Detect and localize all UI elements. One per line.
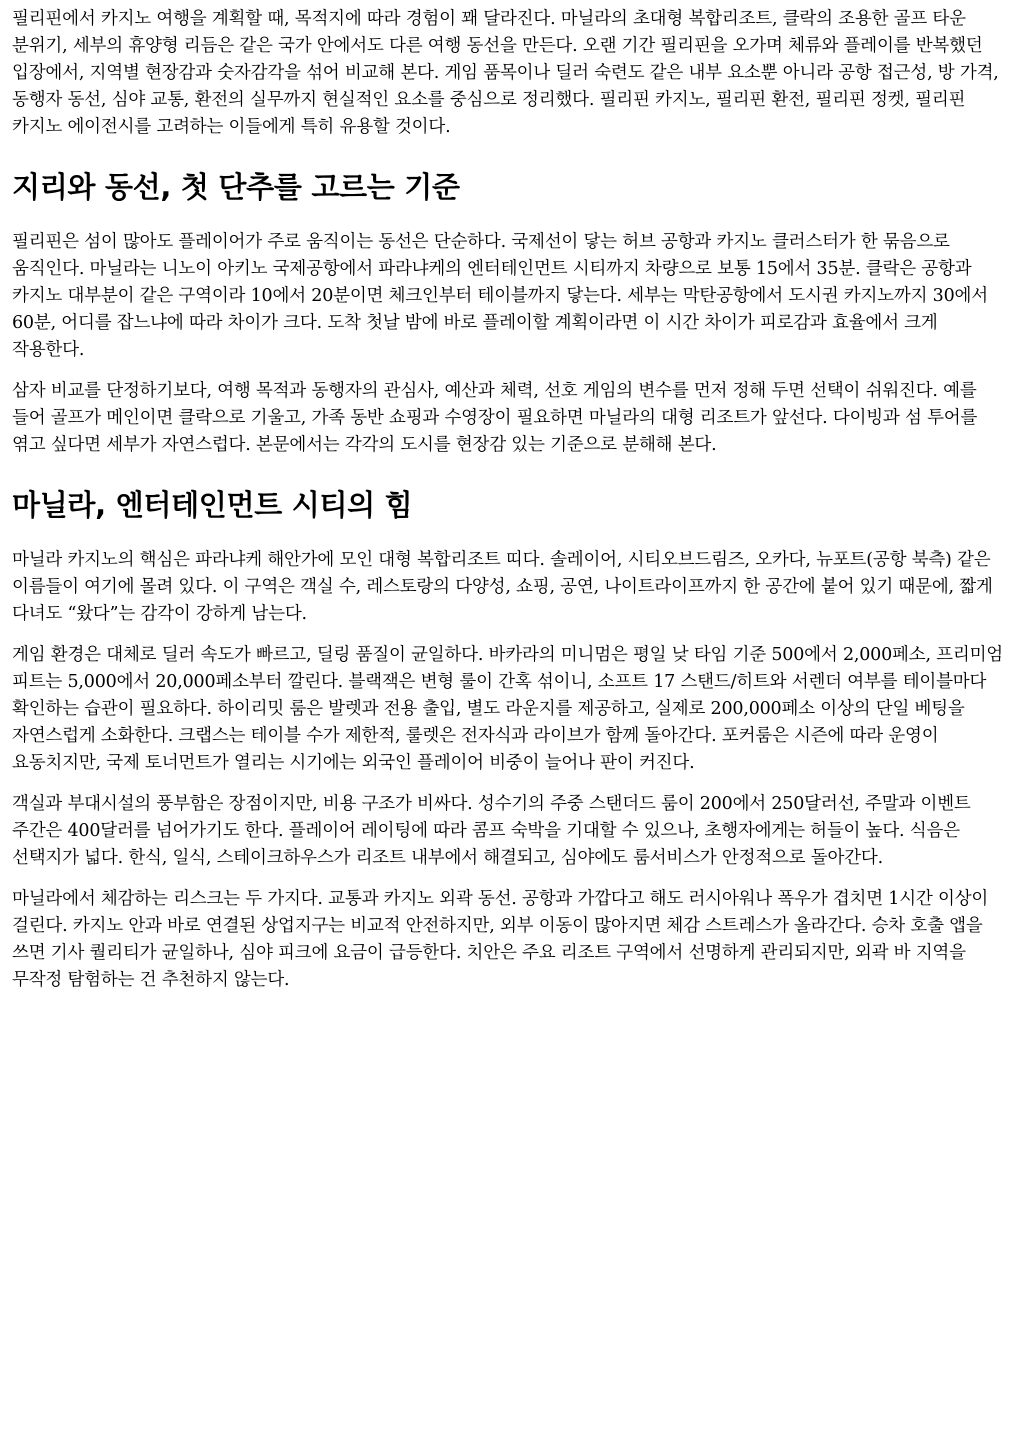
section-heading-geography: 지리와 동선, 첫 단추를 고르는 기준 [12,170,460,204]
manila-paragraph-1: 마닐라 카지노의 핵심은 파라냐케 해안가에 모인 대형 복합리조트 띠다. 솔레이어, 시티오브드림즈, 오카다, 뉴포트(공항 북측) 같은 이름들이 여기에 몰려 있다. 이 구역은 객실 수, 레스토랑의 다양성, 쇼핑, 공연, 나이트라이프까지 한 공간에 붙어 있기 때문에, 짧게 다녀도 “왔다”는 감각이 강하게 남는다. [12,550,993,624]
section-heading-manila: 마닐라, 엔터테인먼트 시티의 힘 [12,488,413,522]
manila-paragraph-3: 객실과 부대시설의 풍부함은 장점이지만, 비용 구조가 비싸다. 성수기의 주중 스탠더드 룸이 200에서 250달러선, 주말과 이벤트 주간은 400달러를 넘어가기도 한다. 플레이어 레이팅에 따라 콤프 숙박을 기대할 수 있으나, 초행자에게는 허들이 높다. 식음은 선택지가 넓다. 한식, 일식, 스테이크하우스가 리조트 내부에서 해결되고, 심야에도 룸서비스가 안정적으로 돌아간다. [12,794,971,868]
manila-paragraph-4: 마닐라에서 체감하는 리스크는 두 가지다. 교통과 카지노 외곽 동선. 공항과 가깝다고 해도 러시아워나 폭우가 겹치면 1시간 이상이 걸린다. 카지노 안과 바로 연결된 상업지구는 비교적 안전하지만, 외부 이동이 많아지면 체감 스트레스가 올라간다. 승차 호출 앱을 쓰면 기사 퀄리티가 균일하나, 심야 피크에 요금이 급등한다. 치안은 주요 리조트 구역에서 선명하게 관리되지만, 외곽 바 지역을 무작정 탐험하는 건 추천하지 않는다. [12,889,989,990]
intro-paragraph: 필리핀에서 카지노 여행을 계획할 때, 목적지에 따라 경험이 꽤 달라진다. 마닐라의 초대형 복합리조트, 클락의 조용한 골프 타운 분위기, 세부의 휴양형 리듬은 같은 국가 안에서도 다른 여행 동선을 만든다. 오랜 기간 필리핀을 오가며 체류와 플레이를 반복했던 입장에서, 지역별 현장감과 숫자감각을 섞어 비교해 본다. 게임 품목이나 딜러 숙련도 같은 내부 요소뿐 아니라 공항 접근성, 방 가격, 동행자 동선, 심야 교통, 환전의 실무까지 현실적인 요소를 중심으로 정리했다. 필리핀 카지노, 필리핀 환전, 필리핀 정켓, 필리핀 카지노 에이전시를 고려하는 이들에게 특히 유용할 것이다. [12,9,999,137]
geography-paragraph-2: 삼자 비교를 단정하기보다, 여행 목적과 동행자의 관심사, 예산과 체력, 선호 게임의 변수를 먼저 정해 두면 선택이 쉬워진다. 예를 들어 골프가 메인이면 클락으로 기울고, 가족 동반 쇼핑과 수영장이 필요하면 마닐라의 대형 리조트가 앞선다. 다이빙과 섬 투어를 엮고 싶다면 세부가 자연스럽다. 본문에서는 각각의 도시를 현장감 있는 기준으로 분해해 본다. [12,381,978,455]
geography-paragraph-1: 필리핀은 섬이 많아도 플레이어가 주로 움직이는 동선은 단순하다. 국제선이 닿는 허브 공항과 카지노 클러스터가 한 묶음으로 움직인다. 마닐라는 니노이 아키노 국제공항에서 파라냐케의 엔터테인먼트 시티까지 차량으로 보통 15에서 35분. 클락은 공항과 카지노 대부분이 같은 구역이라 10에서 20분이면 체크인부터 테이블까지 닿는다. 세부는 막탄공항에서 도시권 카지노까지 30에서 60분, 어디를 잡느냐에 따라 차이가 크다. 도착 첫날 밤에 바로 플레이할 계획이라면 이 시간 차이가 피로감과 효율에서 크게 작용한다. [12,232,988,360]
manila-paragraph-2: 게임 환경은 대체로 딜러 속도가 빠르고, 딜링 품질이 균일하다. 바카라의 미니멈은 평일 낮 타임 기준 500에서 2,000페소, 프리미엄 피트는 5,000에서 20,000페소부터 깔린다. 블랙잭은 변형 룰이 간혹 섞이니, 소프트 17 스탠드/히트와 서렌더 여부를 테이블마다 확인하는 습관이 필요하다. 하이리밋 룸은 발렛과 전용 출입, 별도 라운지를 제공하고, 실제로 200,000페소 이상의 단일 베팅을 자연스럽게 소화한다. 크랩스는 테이블 수가 제한적, 룰렛은 전자식과 라이브가 함께 돌아간다. 포커룸은 시즌에 따라 운영이 요동치지만, 국제 토너먼트가 열리는 시기에는 외국인 플레이어 비중이 늘어나 판이 커진다. [12,645,1003,773]
